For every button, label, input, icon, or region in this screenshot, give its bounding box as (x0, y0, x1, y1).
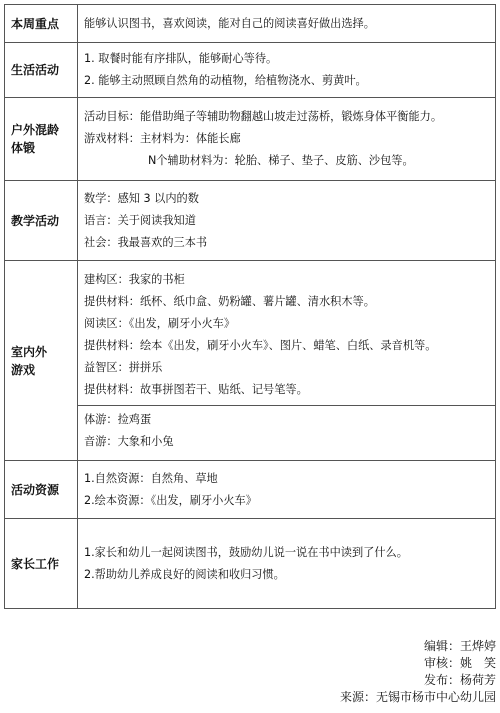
content-line: 提供材料：故事拼图若干、贴纸、记号笔等。 (84, 382, 308, 396)
content-line: 提供材料：纸杯、纸巾盒、奶粉罐、薯片罐、清水积木等。 (84, 294, 375, 308)
row-content (78, 181, 496, 261)
row-label (5, 461, 78, 519)
row-label-text: 本周重点 (11, 16, 60, 31)
content-line: 1. 取餐时能有序排队，能够耐心等待。 (84, 52, 278, 65)
editor-credit: 编辑：王烨婷 (423, 639, 496, 653)
content-line: 数学：感知 3 以内的数 (84, 191, 199, 205)
row-label-text: 体锻 (11, 141, 36, 155)
table-row (5, 261, 496, 461)
row-label-text: 游戏 (11, 362, 36, 377)
credits-block (340, 638, 496, 706)
content-line: 建构区：我家的书柜 (84, 272, 185, 286)
row-label (5, 43, 78, 98)
content-line: 1.家长和幼儿一起阅读图书，鼓励幼儿说一说在书中读到了什么。 (84, 545, 408, 559)
row-content (78, 43, 496, 98)
row-label (5, 519, 78, 609)
content-line: 阅读区：《出发，刷牙小火车》 (84, 316, 236, 330)
row-content (78, 98, 496, 181)
row-label-text: 教学活动 (11, 213, 60, 228)
content-line: 2.绘本资源：《出发，刷牙小火车》 (84, 493, 257, 507)
table-row (5, 98, 496, 181)
reviewer-credit: 审核：姚 笑 (423, 656, 496, 670)
content-line: 2.帮助幼儿养成良好的阅读和收归习惯。 (84, 567, 285, 581)
row-content (78, 519, 496, 609)
weekly-plan-table (4, 4, 496, 609)
row-label-text: 活动资源 (11, 482, 60, 497)
row-label-text: 生活活动 (11, 63, 60, 77)
table-row (5, 519, 496, 609)
table-row (5, 181, 496, 261)
inner-divider (78, 405, 495, 406)
table-row (5, 461, 496, 519)
content-line: 音游：大象和小兔 (84, 434, 174, 448)
row-label (5, 5, 78, 43)
row-label-text: 家长工作 (11, 556, 60, 571)
content-line: 2. 能够主动照顾自然角的动植物，给植物浇水、剪黄叶。 (84, 74, 367, 87)
row-content (78, 461, 496, 519)
content-line: 提供材料：绘本《出发，刷牙小火车》、图片、蜡笔、白纸、录音机等。 (84, 338, 437, 352)
content-line: 游戏材料：主材料为：体能长廊 (84, 132, 241, 145)
table-row (5, 43, 496, 98)
publisher-credit: 发布：杨荷芳 (423, 673, 496, 687)
content-line: 社会：我最喜欢的三本书 (84, 235, 208, 249)
source-credit: 来源：无锡市杨市中心幼儿园 (339, 690, 496, 704)
row-content (78, 5, 496, 43)
content-line: N个辅助材料为：轮胎、梯子、垫子、皮筋、沙包等。 (148, 154, 414, 167)
row-label-text: 室内外 (11, 344, 48, 359)
content-line: 活动目标：能借助绳子等辅助物翻越山坡走过荡桥，锻炼身体平衡能力。 (84, 110, 443, 123)
table-row (5, 5, 496, 43)
content-line: 1.自然资源：自然角、草地 (84, 471, 218, 485)
content-line: 能够认识图书，喜欢阅读，能对自己的阅读喜好做出选择。 (84, 16, 375, 30)
row-label (5, 98, 78, 181)
row-label (5, 261, 78, 461)
content-line: 语言：关于阅读我知道 (84, 213, 196, 227)
content-line: 体游：捡鸡蛋 (84, 412, 152, 426)
row-label (5, 181, 78, 261)
row-content (78, 261, 496, 461)
row-label-text: 户外混龄 (11, 123, 60, 137)
content-line: 益智区：拼拼乐 (84, 360, 163, 374)
